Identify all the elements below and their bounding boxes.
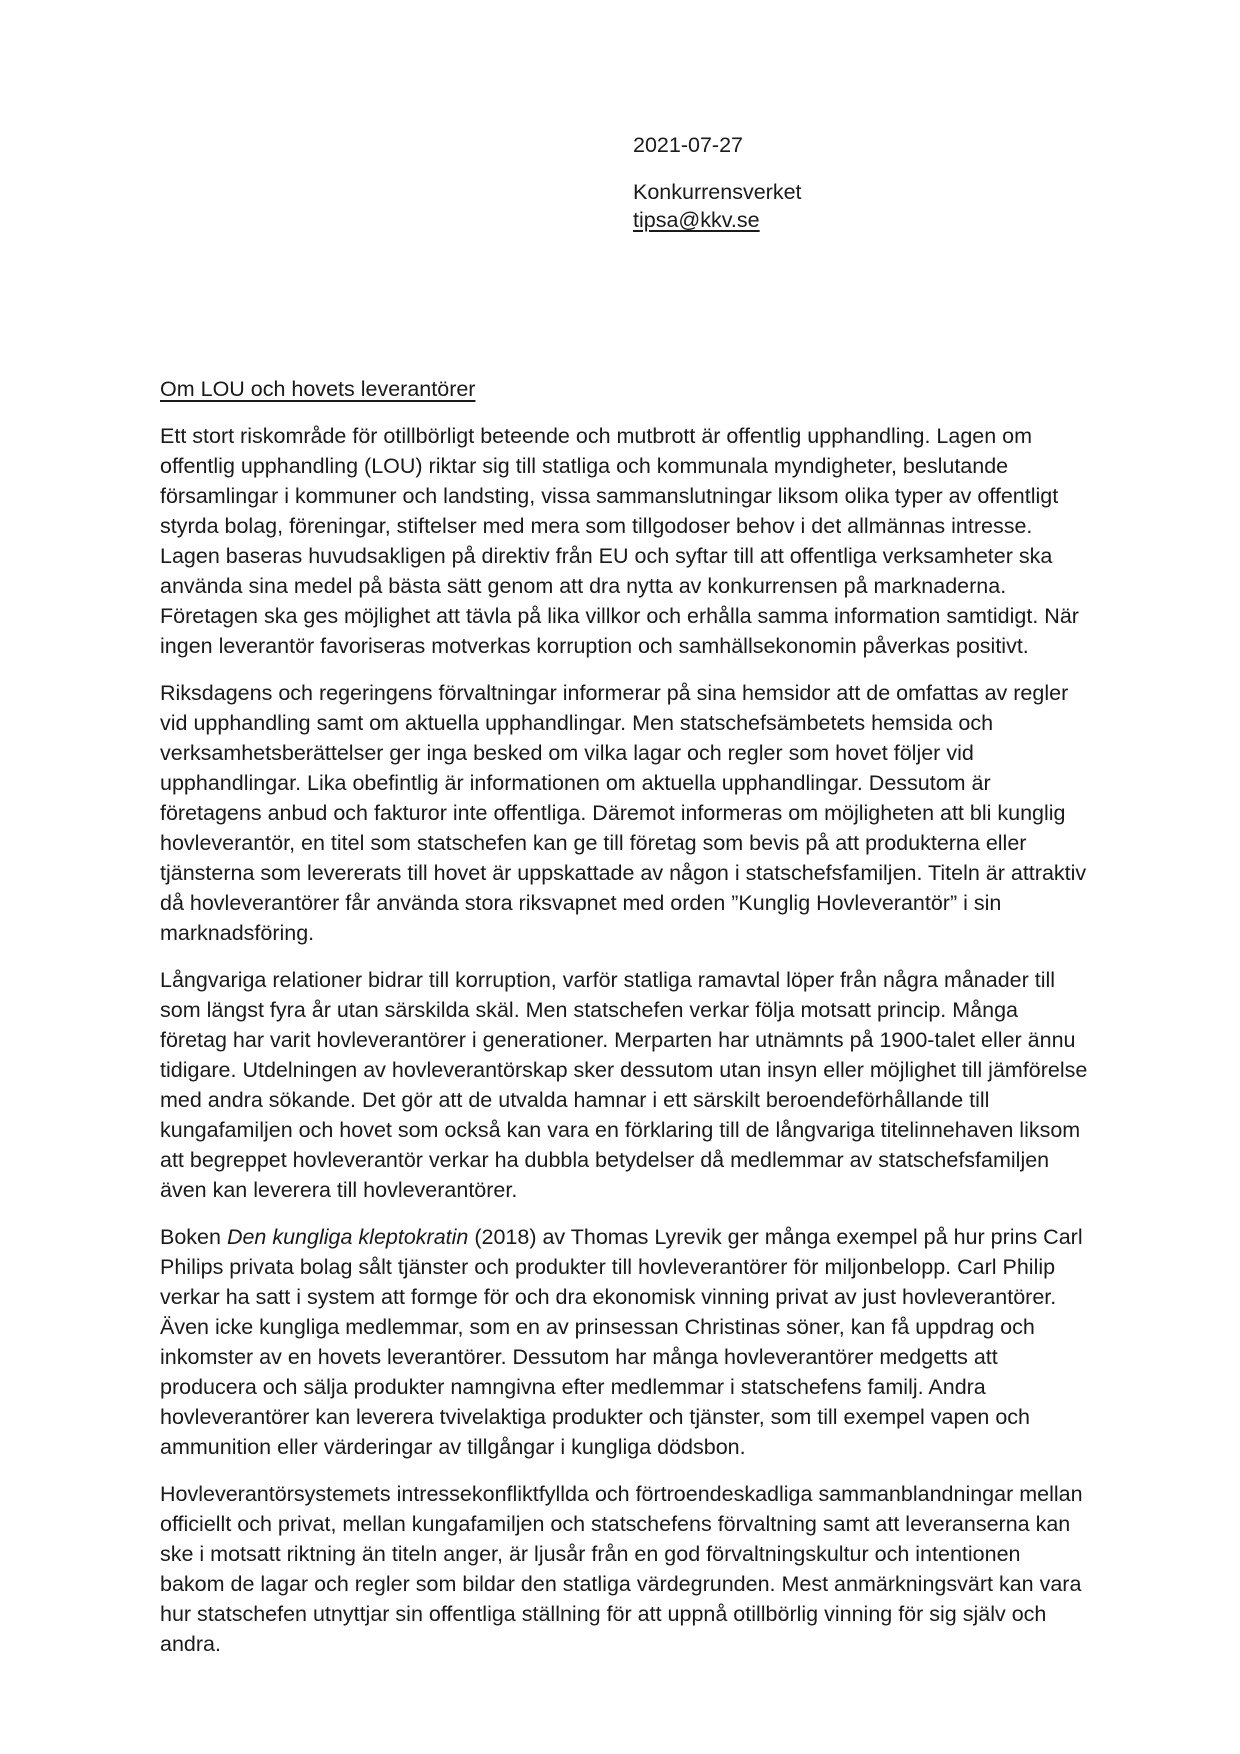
letter-recipient: Konkurrensverket [633,180,802,204]
recipient-email-link[interactable]: tipsa@kkv.se [633,208,760,232]
text-run: Långvariga relationer bidrar till korruption, varför statliga ramavtal löper från några månader till som längst fyra år utan särskilda skäl. Men statschefen verkar följa motsatt princip. Många företag har varit hovleverantörer i generationer. Merparten har utnämnts på 1900-talet eller ännu tidigare. Utdelningen av hovleverantörskap sker dessutom utan insyn eller möjlighet till jämförelse med andra sökande. Det gör att de utvalda hamnar i ett särskilt beroendeförhållande till kungafamiljen och hovet som också kan vara en förklaring till de långvariga titelinnehaven liksom att begreppet hovleverantör verkar ha dubbla betydelser då medlemmar av statschefsfamiljen även kan leverera till hovleverantörer. [160,968,1088,1202]
body-paragraph-4 [160,1222,1088,1462]
body-paragraph-1 [160,421,1088,661]
italic-text-run: Den kungliga kleptokratin [226,1225,469,1249]
letter-header [633,131,802,234]
body-paragraph-3 [160,965,1088,1205]
text-run: Ett stort riskområde för otillbörligt beteende och mutbrott är offentlig upphandling. Lagen om offentlig upphandling (LOU) riktar sig till statliga och kommunala myndigheter, beslutande församlingar i kommuner och landsting, vissa sammanslutningar liksom olika typer av offentligt styrda bolag, föreningar, stiftelser med mera som tillgodoser behov i det allmännas intresse. Lagen baseras huvudsakligen på direktiv från EU och syftar till att offentliga verksamheter ska använda sina medel på bästa sätt genom att dra nytta av konkurrensen på marknaderna. Företagen ska ges möjlighet att tävla på lika villkor och erhålla samma information samtidigt. När ingen leverantör favoriseras motverkas korruption och samhällsekonomin påverkas positivt. [160,424,1079,658]
letter-date: 2021-07-27 [633,133,743,157]
body-paragraph-2 [160,678,1088,948]
document-title: Om LOU och hovets leverantörer [160,377,476,401]
text-run: Boken [160,1225,227,1249]
letter-body [160,377,1088,1676]
text-run: Hovleverantörsystemets intressekonfliktfyllda och förtroendeskadliga sammanblandningar mellan officiellt och privat, mellan kungafamiljen och statschefens förvaltning samt att leveranserna kan ske i motsatt riktning än titeln anger, är ljusår från en god förvaltningskultur och intentionen bakom de lagar och regler som bildar den statliga värdegrunden. Mest anmärkningsvärt kan vara hur statschefen utnyttjar sin offentliga ställning för att uppnå otillbörlig vinning för sig själv och andra. [160,1482,1083,1656]
text-run: (2018) av Thomas Lyrevik ger många exempel på hur prins Carl Philips privata bolag sålt tjänster och produkter till hovleverantörer för miljonbelopp. Carl Philip verkar ha satt i system att formge för och dra ekonomisk vinning privat av just hovleverantörer. Även icke kungliga medlemmar, som en av prinsessan Christinas söner, kan få uppdrag och inkomster av en hovets leverantörer. Dessutom har många hovleverantörer medgetts att producera och sälja produkter namngivna efter medlemmar i statschefens familj. Andra hovleverantörer kan leverera tvivelaktiga produkter och tjänster, som till exempel vapen och ammunition eller värderingar av tillgångar i kungliga dödsbon. [160,1225,1083,1459]
body-paragraph-5 [160,1479,1088,1659]
text-run: Riksdagens och regeringens förvaltningar informerar på sina hemsidor att de omfattas av regler vid upphandling samt om aktuella upphandlingar. Men statschefsämbetets hemsida och verksamhetsberättelser ger inga besked om vilka lagar och regler som hovet följer vid upphandlingar. Lika obefintlig är informationen om aktuella upphandlingar. Dessutom är företagens anbud och fakturor inte offentliga. Däremot informeras om möjligheten att bli kunglig hovleverantör, en titel som statschefen kan ge till företag som bevis på att produkterna eller tjänsterna som levererats till hovet är uppskattade av någon i statschefsfamiljen. Titeln är attraktiv då hovleverantörer får använda stora riksvapnet med orden ”Kunglig Hovleverantör” i sin marknadsföring. [160,681,1087,945]
